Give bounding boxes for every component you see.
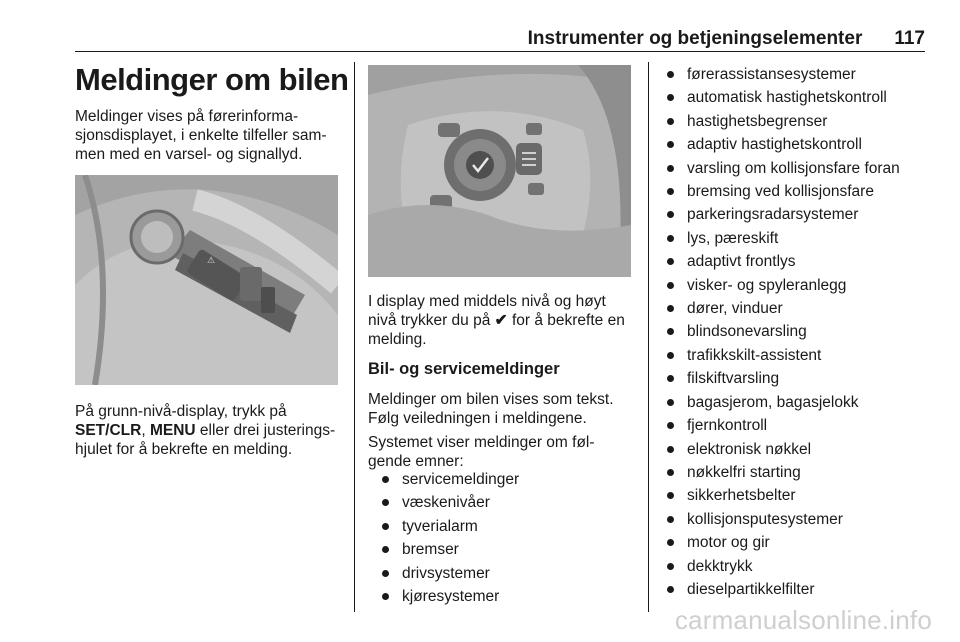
list-item: sikkerhetsbelter bbox=[664, 484, 924, 507]
column-divider-2 bbox=[648, 62, 649, 612]
list-item: fjernkontroll bbox=[664, 414, 924, 437]
set-clr-key: SET/CLR bbox=[75, 422, 142, 439]
subsection-title: Bil- og servicemeldinger bbox=[368, 360, 560, 378]
list-item: væskenivåer bbox=[379, 491, 639, 514]
list-item: bremsing ved kollisjonsfare bbox=[664, 180, 924, 203]
list-item: nøkkelfri starting bbox=[664, 461, 924, 484]
header-rule bbox=[75, 51, 925, 52]
list-item: motor og gir bbox=[664, 531, 924, 554]
list-item: bagasjerom, bagasjelokk bbox=[664, 391, 924, 414]
list-item: dekktrykk bbox=[664, 555, 924, 578]
check-symbol: ✔ bbox=[494, 312, 508, 329]
list-item: drivsystemer bbox=[379, 562, 639, 585]
list-item: filskiftvarsling bbox=[664, 367, 924, 390]
list-item: hastighetsbegrenser bbox=[664, 110, 924, 133]
list-item: blindsonevarsling bbox=[664, 320, 924, 343]
list-item: servicemeldinger bbox=[379, 468, 639, 491]
watermark: carmanualsonline.info bbox=[674, 605, 932, 635]
menu-key: MENU bbox=[149, 422, 196, 439]
list-item: automatisk hastighetskontroll bbox=[664, 86, 924, 109]
list-item: bremser bbox=[379, 538, 639, 561]
caption-text: På grunn-nivå-display, trykk på bbox=[75, 403, 287, 420]
caption-rest: eller drei justerings- hjulet for å bekrefte en melding. bbox=[75, 422, 336, 458]
wheel-caption-text: I display med middels nivå og høyt nivå trykker du på bbox=[368, 293, 606, 329]
page-number: 117 bbox=[894, 28, 925, 49]
subsection-paragraph-1: Meldinger om bilen vises som tekst. Følg veiledningen i meldingene. bbox=[368, 391, 614, 427]
list-item: trafikkskilt-assistent bbox=[664, 344, 924, 367]
list-item: adaptiv hastighetskontroll bbox=[664, 133, 924, 156]
message-topics-list-continued bbox=[664, 63, 924, 601]
wheel-caption bbox=[368, 292, 643, 349]
list-item: dører, vinduer bbox=[664, 297, 924, 320]
section-title: Meldinger om bilen bbox=[75, 62, 349, 97]
list-item: kollisjonsputesystemer bbox=[664, 508, 924, 531]
list-item: elektronisk nøkkel bbox=[664, 438, 924, 461]
list-item: adaptivt frontlys bbox=[664, 250, 924, 273]
stalk-illustration bbox=[75, 175, 338, 385]
column-divider-1 bbox=[354, 62, 355, 612]
svg-text:⚠: ⚠ bbox=[207, 256, 216, 266]
list-item: lys, pæreskift bbox=[664, 227, 924, 250]
list-item: kjøresystemer bbox=[379, 585, 639, 608]
subsection-paragraph-2: Systemet viser meldinger om føl- gende emner: bbox=[368, 434, 595, 470]
list-item: førerassistansesystemer bbox=[664, 63, 924, 86]
list-item: visker- og spyleranlegg bbox=[664, 274, 924, 297]
running-header bbox=[75, 28, 925, 50]
message-topics-list bbox=[379, 468, 639, 608]
list-item: parkeringsradarsystemer bbox=[664, 203, 924, 226]
list-item: dieselpartikkelfilter bbox=[664, 578, 924, 601]
stalk-caption bbox=[75, 402, 345, 459]
section-intro: Meldinger vises på førerinforma- sjonsdisplayet, i enkelte tilfeller sam- men med en varsel- og signallyd. bbox=[75, 108, 327, 163]
list-item: tyverialarm bbox=[379, 515, 639, 538]
chapter-title: Instrumenter og betjeningselementer bbox=[527, 28, 863, 49]
steering-wheel-illustration bbox=[368, 65, 631, 277]
separator: , bbox=[141, 422, 150, 439]
list-item: varsling om kollisjonsfare foran bbox=[664, 157, 924, 180]
wheel-caption-rest: for å bekrefte en melding. bbox=[368, 312, 625, 348]
